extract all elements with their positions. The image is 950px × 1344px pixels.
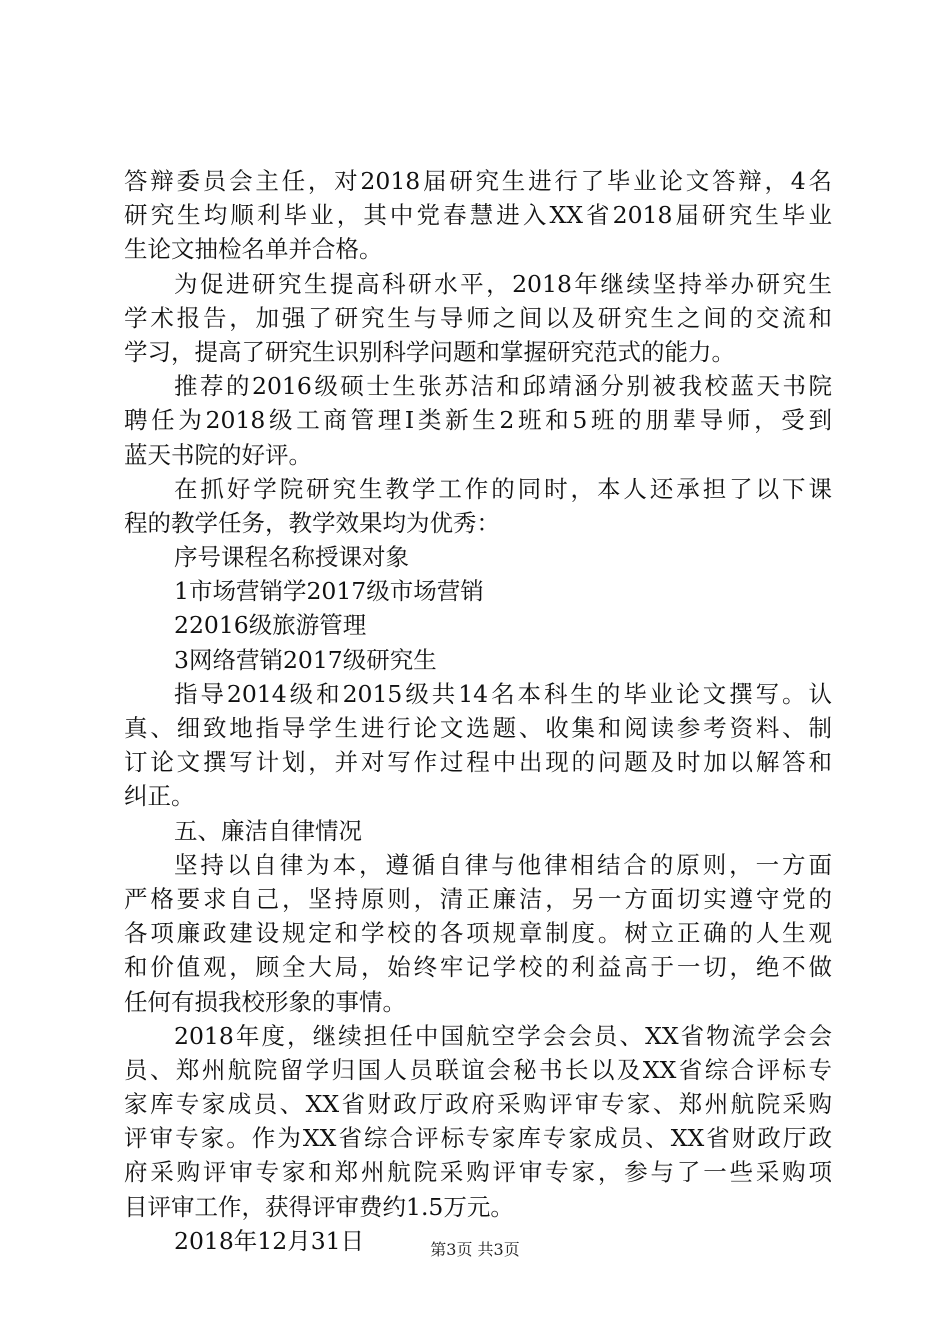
paragraph	[124, 164, 832, 267]
text-line: 蓝天书院的好评。	[124, 440, 312, 469]
text-line: 严格要求自己，坚持原则，清正廉洁，另一方面切实遵守党的	[124, 884, 832, 913]
text-line: 推荐的2016级硕士生张苏洁和邱靖涵分别被我校蓝天书院	[174, 372, 832, 401]
text-line: 家库专家成员、XX省财政厅政府采购评审专家、郑州航院采购	[124, 1090, 832, 1119]
text-line: 聘任为2018级工商管理Ⅰ类新生2班和5班的朋辈导师，受到	[124, 406, 832, 435]
text-line: 为促进研究生提高科研水平，2018年继续坚持举办研究生	[174, 269, 832, 298]
text-line: 真、细致地指导学生进行论文选题、收集和阅读参考资料、制	[124, 714, 832, 742]
text-line: 在抓好学院研究生教学工作的同时，本人还承担了以下课	[174, 474, 832, 503]
text-line: 评审专家。作为XX省综合评标专家库专家成员、XX省财政厅政	[124, 1124, 832, 1153]
paragraph	[124, 677, 832, 814]
text-line: 和价值观，顾全大局，始终牢记学校的利益高于一切，绝不做	[124, 953, 832, 982]
text-line: 答辩委员会主任，对2018届研究生进行了毕业论文答辩，4名	[124, 167, 832, 195]
text-line: 程的教学任务，教学效果均为优秀：	[124, 508, 500, 537]
text-line: 五、廉洁自律情况	[174, 816, 362, 845]
paragraph	[124, 574, 832, 608]
text-line: 生论文抽检名单并合格。	[124, 235, 383, 264]
text-line: 2018年12月31日	[174, 1226, 365, 1255]
text-line: 学习，提高了研究生识别科学问题和掌握研究范式的能力。	[124, 337, 735, 366]
text-line: 2018年度，继续担任中国航空学会会员、XX省物流学会会	[174, 1021, 832, 1050]
paragraph	[124, 472, 832, 540]
document-body	[124, 164, 832, 1258]
text-line: 订论文撰写计划，并对写作过程中出现的问题及时加以解答和	[124, 748, 832, 777]
text-line: 目评审工作，获得评审费约1.5万元。	[124, 1192, 514, 1221]
paragraph	[124, 540, 832, 574]
text-line: 3网络营销2017级研究生	[174, 645, 437, 674]
text-line: 府采购评审专家和郑州航院采购评审专家，参与了一些采购项	[124, 1158, 832, 1187]
text-line: 学术报告，加强了研究生与导师之间以及研究生之间的交流和	[124, 303, 832, 332]
text-line: 坚持以自律为本，遵循自律与他律相结合的原则，一方面	[174, 850, 832, 879]
paragraph	[124, 814, 832, 848]
text-line: 22016级旅游管理	[174, 611, 367, 640]
text-line: 1市场营销学2017级市场营销	[174, 577, 484, 606]
text-line: 研究生均顺利毕业，其中党春慧进入XX省2018届研究生毕业	[124, 201, 832, 230]
paragraph	[124, 608, 832, 642]
paragraph	[124, 369, 832, 472]
text-line: 纠正。	[124, 782, 195, 811]
page-footer: 第3页 共3页	[430, 1240, 520, 1259]
text-line: 员、郑州航院留学归国人员联谊会秘书长以及XX省综合评标专	[124, 1055, 832, 1084]
paragraph	[124, 643, 832, 677]
text-line: 指导2014级和2015级共14名本科生的毕业论文撰写。认	[174, 679, 832, 708]
paragraph	[124, 1019, 832, 1224]
text-line: 任何有损我校形象的事情。	[124, 987, 406, 1016]
text-line: 序号课程名称授课对象	[174, 543, 409, 572]
paragraph	[124, 848, 832, 1019]
paragraph	[124, 267, 832, 370]
text-line: 各项廉政建设规定和学校的各项规章制度。树立正确的人生观	[124, 919, 832, 948]
